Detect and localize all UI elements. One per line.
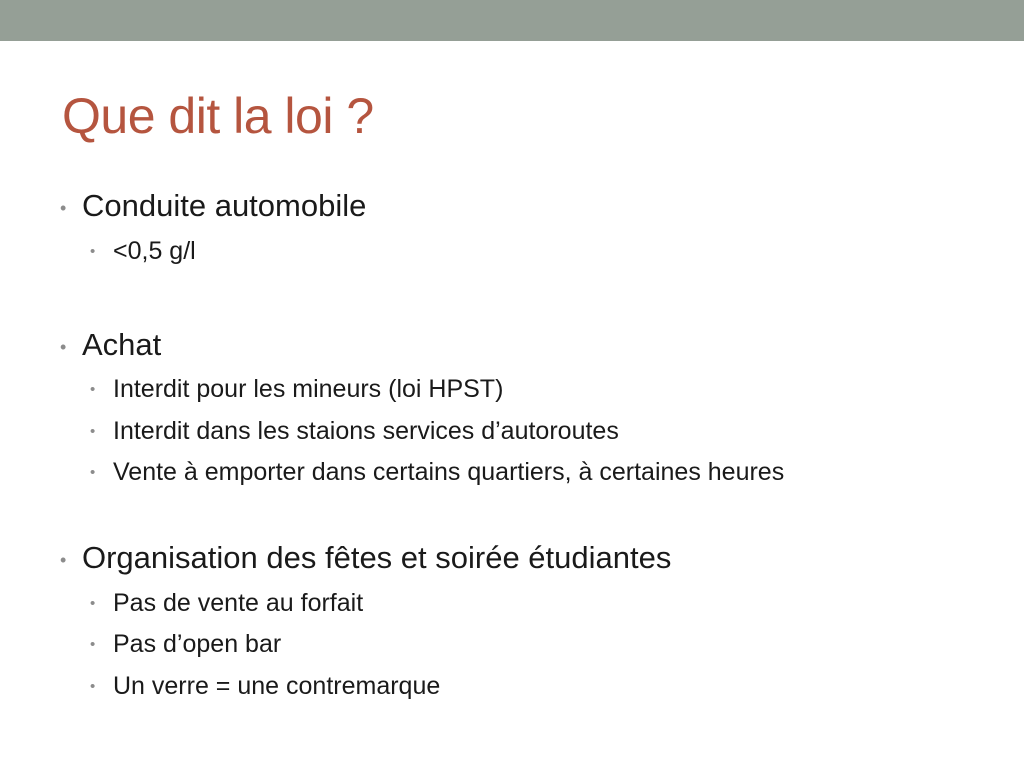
list-item bbox=[90, 671, 440, 701]
section-heading-conduite bbox=[60, 188, 366, 224]
slide-title: Que dit la loi ? bbox=[62, 88, 374, 144]
list-item bbox=[90, 629, 281, 659]
list-item bbox=[90, 457, 784, 487]
list-item-label: Pas d’open bar bbox=[113, 630, 282, 658]
section-heading-achat bbox=[60, 327, 161, 363]
list-item-label: Pas de vente au forfait bbox=[113, 589, 364, 617]
list-item bbox=[90, 374, 503, 404]
list-item-label: <0,5 g/l bbox=[113, 237, 196, 265]
section-heading-label: Conduite automobile bbox=[82, 188, 367, 223]
bullet-icon: • bbox=[90, 636, 96, 653]
list-item bbox=[90, 588, 363, 618]
list-item-label: Un verre = une contremarque bbox=[113, 672, 441, 700]
list-item-label: Interdit dans les staions services d’autoroutes bbox=[113, 417, 619, 445]
bullet-icon: • bbox=[60, 337, 67, 357]
bullet-icon: • bbox=[90, 464, 96, 481]
bullet-icon: • bbox=[60, 198, 67, 218]
list-item bbox=[90, 416, 619, 446]
list-item-label: Vente à emporter dans certains quartiers, à certaines heures bbox=[113, 458, 785, 486]
section-heading-label: Organisation des fêtes et soirée étudiantes bbox=[82, 540, 672, 575]
section-heading-label: Achat bbox=[82, 327, 162, 362]
section-heading-organisation bbox=[60, 540, 671, 576]
bullet-icon: • bbox=[90, 595, 96, 612]
bullet-icon: • bbox=[90, 243, 96, 260]
bullet-icon: • bbox=[90, 423, 96, 440]
bullet-icon: • bbox=[90, 381, 96, 398]
list-item bbox=[90, 236, 196, 266]
top-decorative-band bbox=[0, 0, 1024, 41]
list-item-label: Interdit pour les mineurs (loi HPST) bbox=[113, 375, 504, 403]
bullet-icon: • bbox=[60, 550, 67, 570]
bullet-icon: • bbox=[90, 678, 96, 695]
